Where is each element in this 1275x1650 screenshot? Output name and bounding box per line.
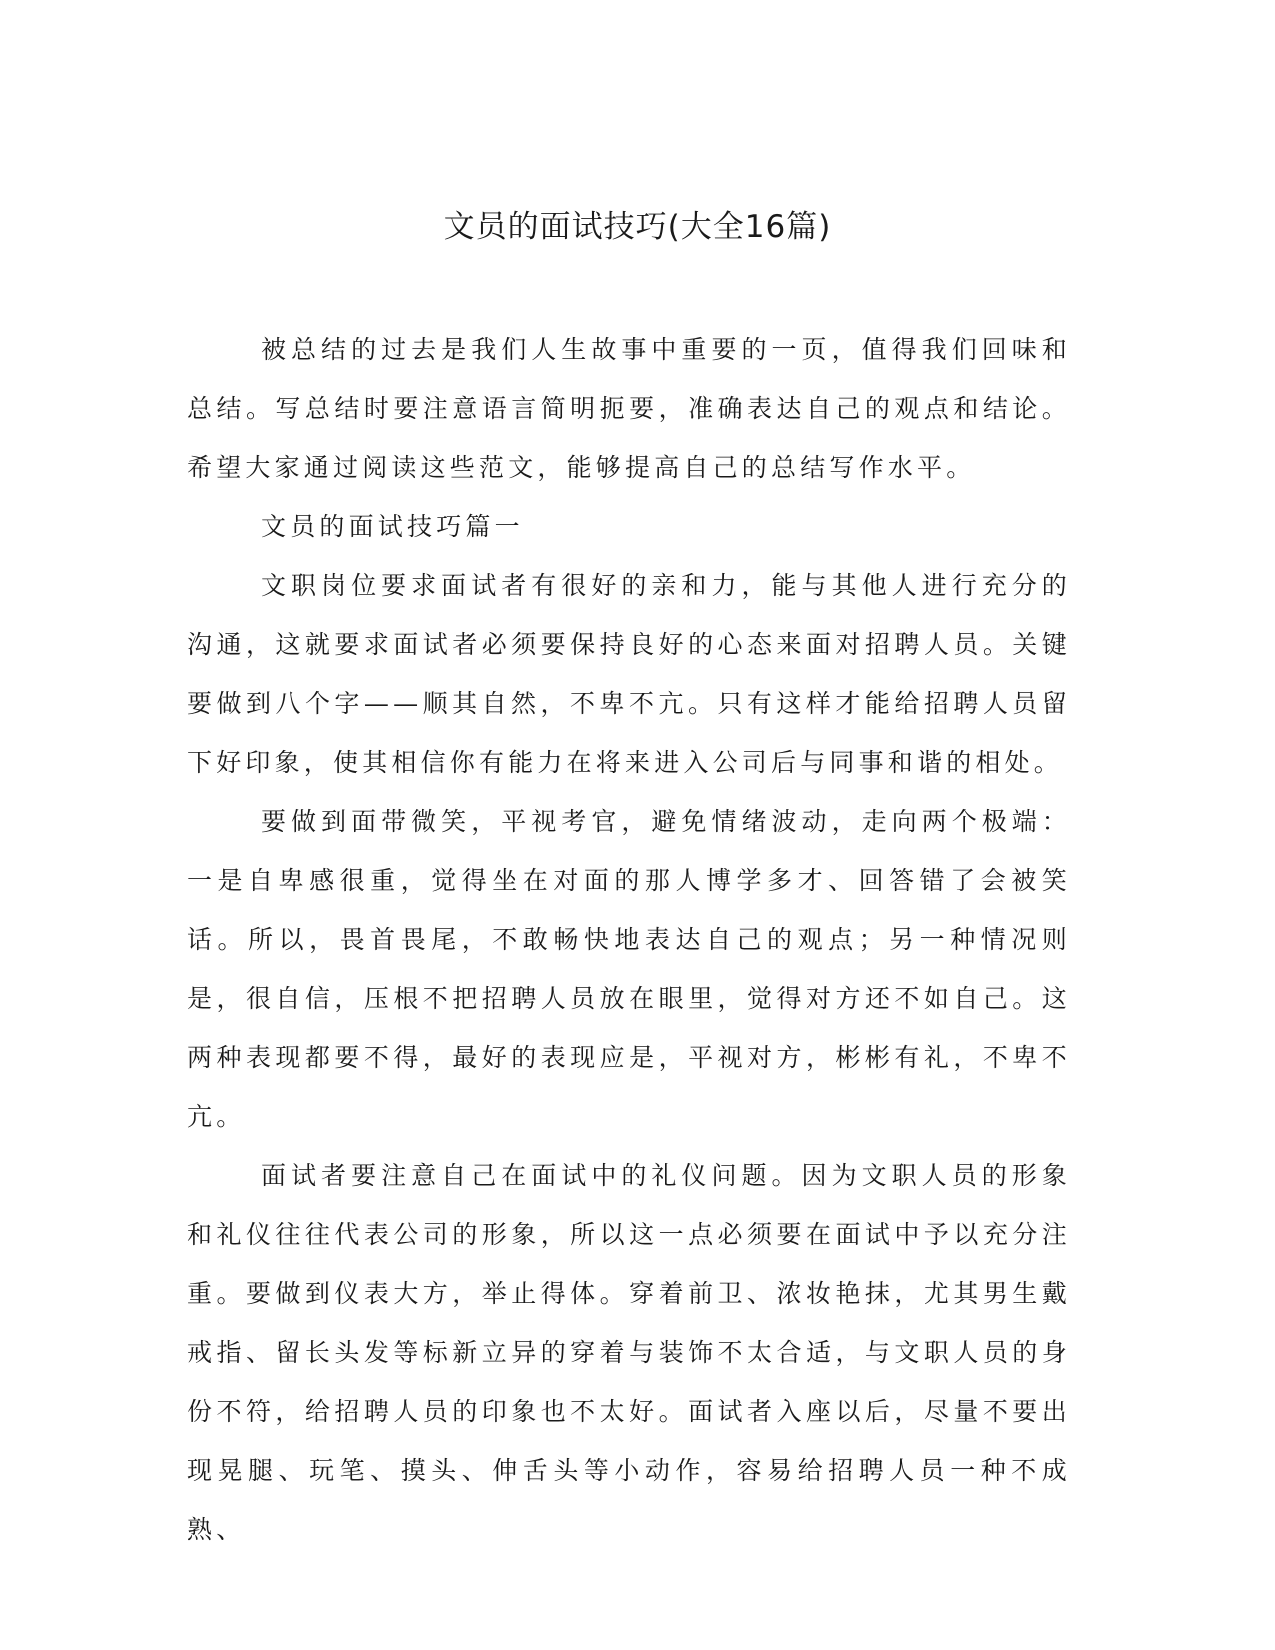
body-paragraph: 要做到面带微笑，平视考官，避免情绪波动，走向两个极端：一是自卑感很重，觉得坐在对面的那人博学多才、回答错了会被笑话。所以，畏首畏尾，不敢畅快地表达自己的观点；另一种情况则是，很自信，压根不把招聘人员放在眼里，觉得对方还不如自己。这两种表现都要不得，最好的表现应是，平视对方，彬彬有礼，不卑不亢。	[187, 807, 1071, 1131]
section-heading: 文员的面试技巧篇一	[261, 512, 524, 541]
document-title: 文员的面试技巧(大全16篇)	[443, 209, 832, 245]
document-body	[187, 320, 1071, 1559]
intro-paragraph: 被总结的过去是我们人生故事中重要的一页，值得我们回味和总结。写总结时要注意语言简明扼要，准确表达自己的观点和结论。希望大家通过阅读这些范文，能够提高自己的总结写作水平。	[187, 335, 1071, 482]
body-paragraph: 文职岗位要求面试者有很好的亲和力，能与其他人进行充分的沟通，这就要求面试者必须要保持良好的心态来面对招聘人员。关键要做到八个字——顺其自然，不卑不亢。只有这样才能给招聘人员留下好印象，使其相信你有能力在将来进入公司后与同事和谐的相处。	[187, 571, 1071, 777]
body-paragraph: 面试者要注意自己在面试中的礼仪问题。因为文职人员的形象和礼仪往往代表公司的形象，所以这一点必须要在面试中予以充分注重。要做到仪表大方，举止得体。穿着前卫、浓妆艳抹，尤其男生戴戒指、留长头发等标新立异的穿着与装饰不太合适，与文职人员的身份不符，给招聘人员的印象也不太好。面试者入座以后，尽量不要出现晃腿、玩笔、摸头、伸舌头等小动作，容易给招聘人员一种不成熟、	[187, 1161, 1071, 1544]
